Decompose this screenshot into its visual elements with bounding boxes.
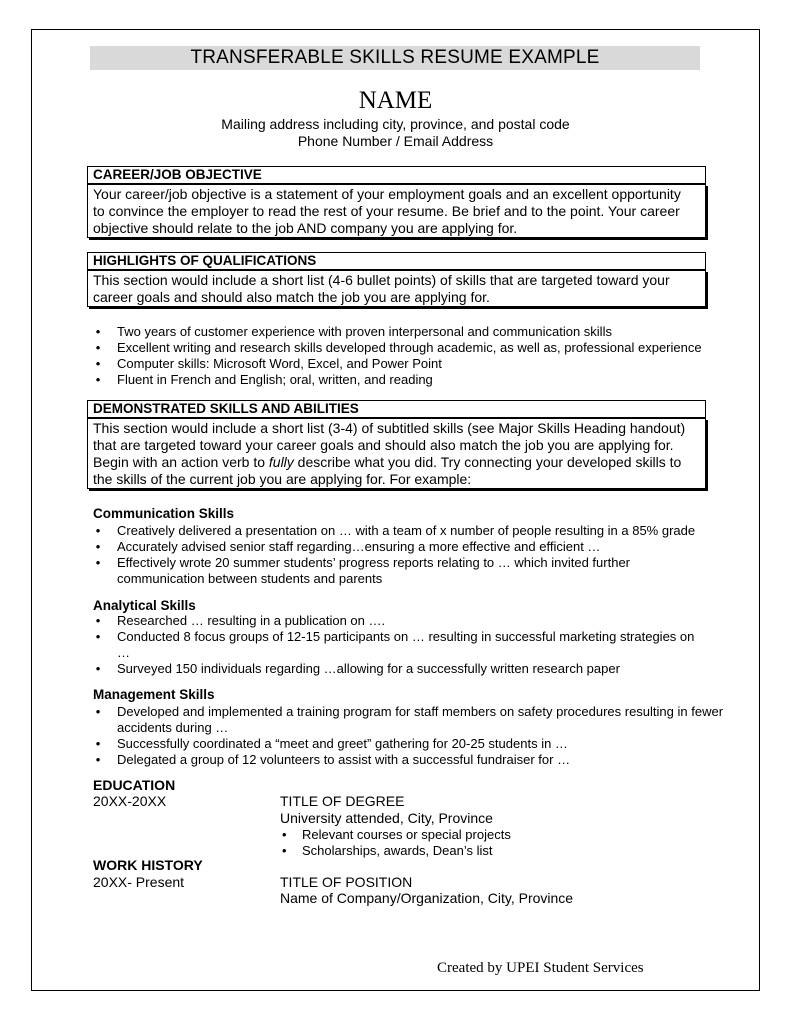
bullet-icon: •	[95, 340, 101, 355]
demonstrated-line: Begin with an action verb to fully describe what you did. Try connecting your developed skills to	[93, 454, 682, 470]
education-heading: EDUCATION	[93, 777, 176, 793]
list-item: • Accurately advised senior staff regarding…ensuring a more effective and efficient …	[93, 539, 703, 555]
communication-list	[93, 523, 703, 587]
list-item: • Researched … resulting in a publication on ….	[93, 613, 703, 629]
list-item: • Developed and implemented a training program for staff members on safety procedures resulting in fewer accidents during …	[93, 704, 727, 736]
bullet-icon: •	[95, 356, 101, 371]
mailing-address: Mailing address including city, province, and postal code	[221, 116, 570, 132]
analytical-heading: Analytical Skills	[93, 598, 196, 613]
position-title: TITLE OF POSITION	[280, 874, 413, 890]
document-title: TRANSFERABLE SKILLS RESUME EXAMPLE	[90, 46, 700, 70]
list-item: • Computer skills: Microsoft Word, Excel, and Power Point	[93, 356, 703, 372]
analytical-list	[93, 613, 703, 677]
education-dates: 20XX-20XX	[93, 793, 167, 809]
management-list	[93, 704, 724, 768]
footer-credit: Created by UPEI Student Services	[437, 960, 644, 976]
phone-email: Phone Number / Email Address	[297, 133, 494, 149]
demonstrated-box	[87, 418, 706, 489]
list-item: • Scholarships, awards, Dean’s list	[282, 843, 493, 858]
company-name: Name of Company/Organization, City, Province	[280, 890, 574, 906]
list-item: • Successfully coordinated a “meet and greet” gathering for 20-25 students in …	[93, 736, 703, 752]
demonstrated-line: the skills of the current job you are applying for. For example:	[93, 471, 472, 487]
bullet-icon: •	[95, 704, 101, 719]
bullet-icon: •	[95, 752, 101, 767]
bullet-icon: •	[95, 372, 101, 387]
bullet-icon: •	[95, 613, 101, 628]
bullet-icon: •	[95, 555, 101, 570]
bullet-icon: •	[282, 827, 287, 842]
objective-box	[87, 184, 706, 238]
education-list	[280, 827, 511, 859]
bullet-icon: •	[95, 661, 101, 676]
list-item: • Two years of customer experience with proven interpersonal and communication skills	[93, 324, 703, 340]
bullet-icon: •	[95, 736, 101, 751]
management-heading: Management Skills	[93, 687, 215, 702]
list-item: • Conducted 8 focus groups of 12-15 participants on … resulting in successful marketing strategies on …	[93, 629, 703, 661]
demonstrated-heading: DEMONSTRATED SKILLS AND ABILITIES	[87, 400, 706, 418]
demonstrated-line: This section would include a short list (3-4) of subtitled skills (see Major Skills Heading handout)	[93, 420, 686, 436]
highlights-list	[93, 324, 703, 388]
highlights-box	[87, 270, 706, 307]
demonstrated-line: that are targeted toward your career goals and should also match the job you are applying for.	[93, 437, 674, 453]
list-item: • Relevant courses or special projects	[282, 827, 511, 842]
work-dates: 20XX- Present	[93, 874, 185, 890]
bullet-icon: •	[95, 523, 101, 538]
highlights-heading: HIGHLIGHTS OF QUALIFICATIONS	[87, 252, 706, 270]
list-item: • Effectively wrote 20 summer students’ progress reports relating to … which invited further communication between students and parents	[93, 555, 637, 587]
bullet-icon: •	[282, 843, 287, 858]
highlights-line: This section would include a short list (4-6 bullet points) of skills that are targeted toward your	[93, 272, 670, 288]
work-heading: WORK HISTORY	[93, 857, 203, 873]
list-item: • Surveyed 150 individuals regarding …allowing for a successfully written research paper	[93, 661, 703, 677]
objective-line: to convince the employer to read the rest of your resume. Be brief and to the point. Your career	[93, 203, 680, 219]
bullet-icon: •	[95, 539, 101, 554]
degree-title: TITLE OF DEGREE	[280, 793, 405, 809]
highlights-line: career goals and should also match the job you are applying for.	[93, 289, 490, 305]
list-item: • Delegated a group of 12 volunteers to assist with a successful fundraiser for …	[93, 752, 703, 768]
school-name: University attended, City, Province	[280, 810, 493, 826]
objective-line: Your career/job objective is a statement of your employment goals and an excellent opportunity	[93, 186, 681, 202]
objective-line: objective should relate to the job AND company you are applying for.	[93, 220, 518, 236]
bullet-icon: •	[95, 324, 101, 339]
list-item: • Excellent writing and research skills developed through academic, as well as, professional experience	[93, 340, 703, 356]
contact-block	[0, 116, 791, 150]
communication-heading: Communication Skills	[93, 506, 235, 521]
bullet-icon: •	[95, 629, 101, 644]
objective-heading: CAREER/JOB OBJECTIVE	[87, 166, 706, 184]
list-item: • Fluent in French and English; oral, written, and reading	[93, 372, 703, 388]
applicant-name: NAME	[358, 87, 433, 114]
list-item: • Creatively delivered a presentation on … with a team of x number of people resulting in a 85% grade	[93, 523, 703, 539]
